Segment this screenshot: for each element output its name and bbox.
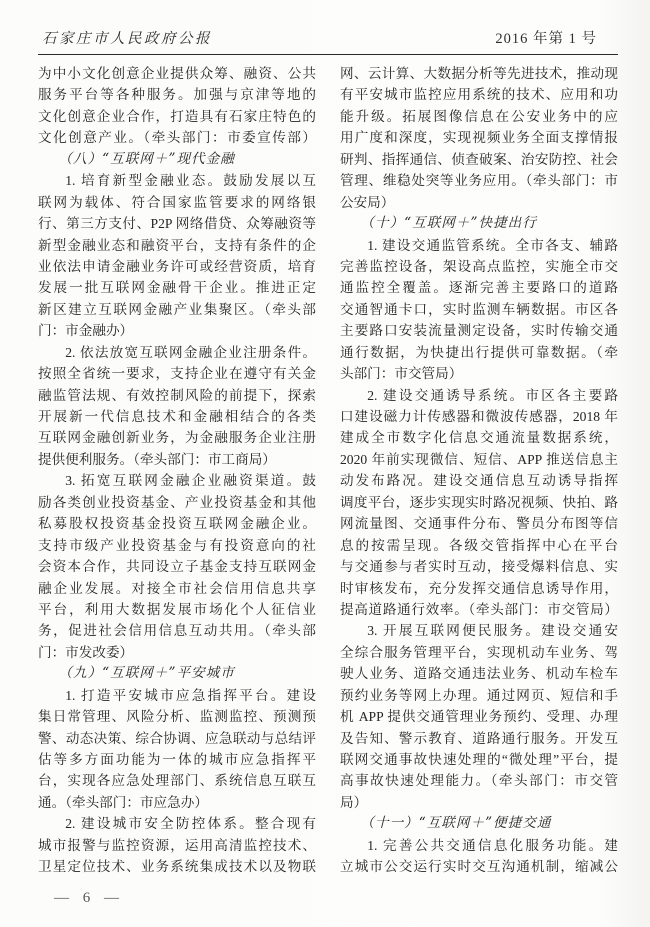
text-line: 警、动态决策、综合协调、应急联动与总结评 (38, 730, 316, 746)
text-line: 交通智通卡口，实时监测车辆数据。市区各 (340, 301, 618, 317)
text-line: 私募股权投资基金投资互联网金融企业。 (38, 516, 316, 532)
text-line: 通。（牵头部门：市应急办） (38, 794, 208, 810)
text-line: 互联网金融创新业务，为金融服务企业注册 (38, 430, 316, 446)
text-line: 卫星定位技术、业务系统集成技术以及物联 (38, 859, 316, 875)
text-line: 全综合服务管理平台，实现机动车业务、驾 (340, 644, 618, 660)
text-line: 集日常管理、风险分析、监测监控、预测预 (38, 709, 316, 725)
text-line: 网、云计算、大数据分析等先进技术，推动现 (340, 66, 618, 81)
text-line: 高事故快速处理能力。（牵头部门：市交管 (340, 773, 618, 789)
text-line: 门：市金融办） (38, 323, 134, 339)
text-line: 用广度和深度，实现视频业务全面支撑情报 (340, 130, 618, 146)
text-line: 文化创意产业。（牵头部门：市委宣传部） (38, 130, 316, 146)
text-line: 立城市公交运行实时交互沟通机制，缩减公 (340, 859, 618, 875)
text-line: 1. 完善公共交通信息化服务功能。建 (367, 837, 618, 853)
document-body (38, 63, 618, 878)
issue-number: 2016 年第 1 号 (495, 31, 597, 47)
text-line: 会资本合作，共同设立子基金支持互联网金 (38, 559, 316, 575)
text-line: 发展一批互联网金融骨干企业。推进正定 (38, 280, 316, 296)
text-line: 驶人业务、道路交通违法业务、机动车检车 (340, 666, 618, 682)
section-heading: （十一）“互联网＋”便捷交通 (360, 815, 552, 832)
text-line: 2. 建设城市安全防控体系。整合现有 (65, 816, 316, 832)
text-line: 服务平台等各种服务。加强与京津等地的 (38, 87, 316, 103)
text-line: 联网为载体、符合国家监管要求的网络银 (38, 194, 316, 210)
text-line: 头部门：市交管局） (340, 366, 463, 382)
section-heading: （八）“互联网＋”现代金融 (58, 150, 235, 167)
text-line: 按照全省统一要求，支持企业在遵守有关金 (38, 366, 316, 382)
text-line: 调度平台，逐步实现实时路况视频、快拍、路 (340, 494, 618, 510)
text-line: 与交通参与者实时互动，接受爆料信息、实 (340, 559, 618, 575)
right-column (340, 63, 618, 878)
text-line: 能升级。拓展图像信息在公安业务中的应 (340, 108, 618, 124)
text-line: 提供便利服务。（牵头部门：市工商局） (38, 451, 276, 467)
text-line: 门：市发改委） (38, 644, 134, 660)
text-line: 1. 建设交通监管系统。全市各支、辅路 (367, 237, 618, 253)
text-line: 建成全市数字化信息交通流量数据系统， (340, 430, 618, 446)
page-number: — 6 — (54, 889, 124, 906)
text-line: 台，实现各应急处理部门、系统信息互联互 (38, 773, 316, 789)
text-line: 务，促进社会信用信息互动共用。（牵头部 (38, 623, 316, 639)
text-line: 主要路口安装流量测定设备，实时传输交通 (340, 323, 618, 339)
text-line: 开展新一代信息技术和金融相结合的各类 (38, 409, 316, 424)
text-line: 1. 培育新型金融业态。鼓励发展以互 (65, 173, 316, 189)
text-line: 公安局） (340, 194, 395, 210)
text-line: 2. 建设交通诱导系统。市区各主要路 (367, 387, 618, 403)
text-line: 2020 年前实现微信、短信、APP 推送信息主 (340, 451, 618, 467)
text-line: 文化创意企业合作，打造具有石家庄特色的 (38, 108, 316, 124)
journal-title: 石家庄市人民政府公报 (42, 31, 212, 47)
text-line: 估等多方面功能为一体的城市应急指挥平 (38, 752, 316, 767)
text-line: 联网交通事故快速处理的“微处理”平台，提 (340, 752, 618, 767)
text-line: 预约业务等网上办理。通过网页、短信和手 (340, 687, 618, 703)
section-heading: （九）“互联网＋”平安城市 (58, 665, 235, 682)
text-line: 平台，利用大数据发展市场化个人征信业 (38, 601, 316, 617)
text-line: 支持市级产业投资基金与有投资意向的社 (38, 537, 316, 553)
text-line: 管理、维稳处突等业务应用。（牵头部门：市 (340, 173, 618, 189)
text-line: 提高道路通行效率。（牵头部门：市交管局） (340, 601, 618, 617)
section-heading: （十）“互联网＋”快捷出行 (360, 215, 537, 232)
text-line: 息的按需呈现。各级交管指挥中心在平台 (340, 537, 618, 553)
text-line: 局） (340, 794, 368, 810)
text-line: 融企业发展。对接全市社会信用信息共享 (38, 580, 316, 596)
text-line: 口建设磁力计传感器和微波传感器，2018 年 (340, 409, 618, 424)
text-line: 为中小文化创意企业提供众筹、融资、公共 (38, 66, 316, 81)
text-line: 1. 打造平安城市应急指挥平台。建设 (65, 687, 316, 703)
left-column (38, 63, 316, 878)
text-line: 及告知、警示教育、道路通行服务。开发互 (340, 730, 618, 746)
page-header (38, 30, 618, 55)
text-line: 通监控全覆盖。逐渐完善主要路口的道路 (340, 280, 618, 296)
text-line: 3. 拓宽互联网金融企业融资渠道。鼓 (65, 473, 316, 489)
text-line: 动发布路况。建设交通信息互动诱导指挥 (340, 473, 618, 489)
text-line: 行、第三方支付、P2P 网络借贷、众筹融资等 (38, 216, 316, 232)
text-line: 机 APP 提供交通管理业务预约、受理、办理 (340, 709, 618, 725)
text-line: 3. 开展互联网便民服务。建设交通安 (367, 623, 618, 639)
text-line: 励各类创业投资基金、产业投资基金和其他 (38, 494, 316, 510)
text-line: 完善监控设备，架设高点监控，实施全市交 (340, 258, 618, 274)
text-line: 业依法申请金融业务许可或经营资质，培育 (38, 258, 316, 274)
text-line: 2. 依法放宽互联网金融企业注册条件。 (65, 344, 316, 360)
text-line: 通行数据，为快捷出行提供可靠数据。（牵 (340, 344, 618, 360)
text-line: 新区建立互联网金融产业集聚区。（牵头部 (38, 301, 316, 317)
text-line: 网流量图、交通事件分布、警员分布图等信 (340, 516, 618, 532)
text-line: 城市报警与监控资源，运用高清监控技术、 (38, 837, 316, 853)
text-line: 新型金融业态和融资平台，支持有条件的企 (38, 237, 316, 253)
page-footer (38, 889, 618, 907)
text-line: 有平安城市监控应用系统的技术、应用和功 (340, 87, 618, 103)
text-line: 时审核发布，充分发挥交通信息诱导作用， (340, 580, 618, 596)
text-line: 研判、指挥通信、侦查破案、治安防控、社会 (340, 151, 618, 167)
text-line: 融监管法规、有效控制风险的前提下，探索 (38, 387, 316, 403)
